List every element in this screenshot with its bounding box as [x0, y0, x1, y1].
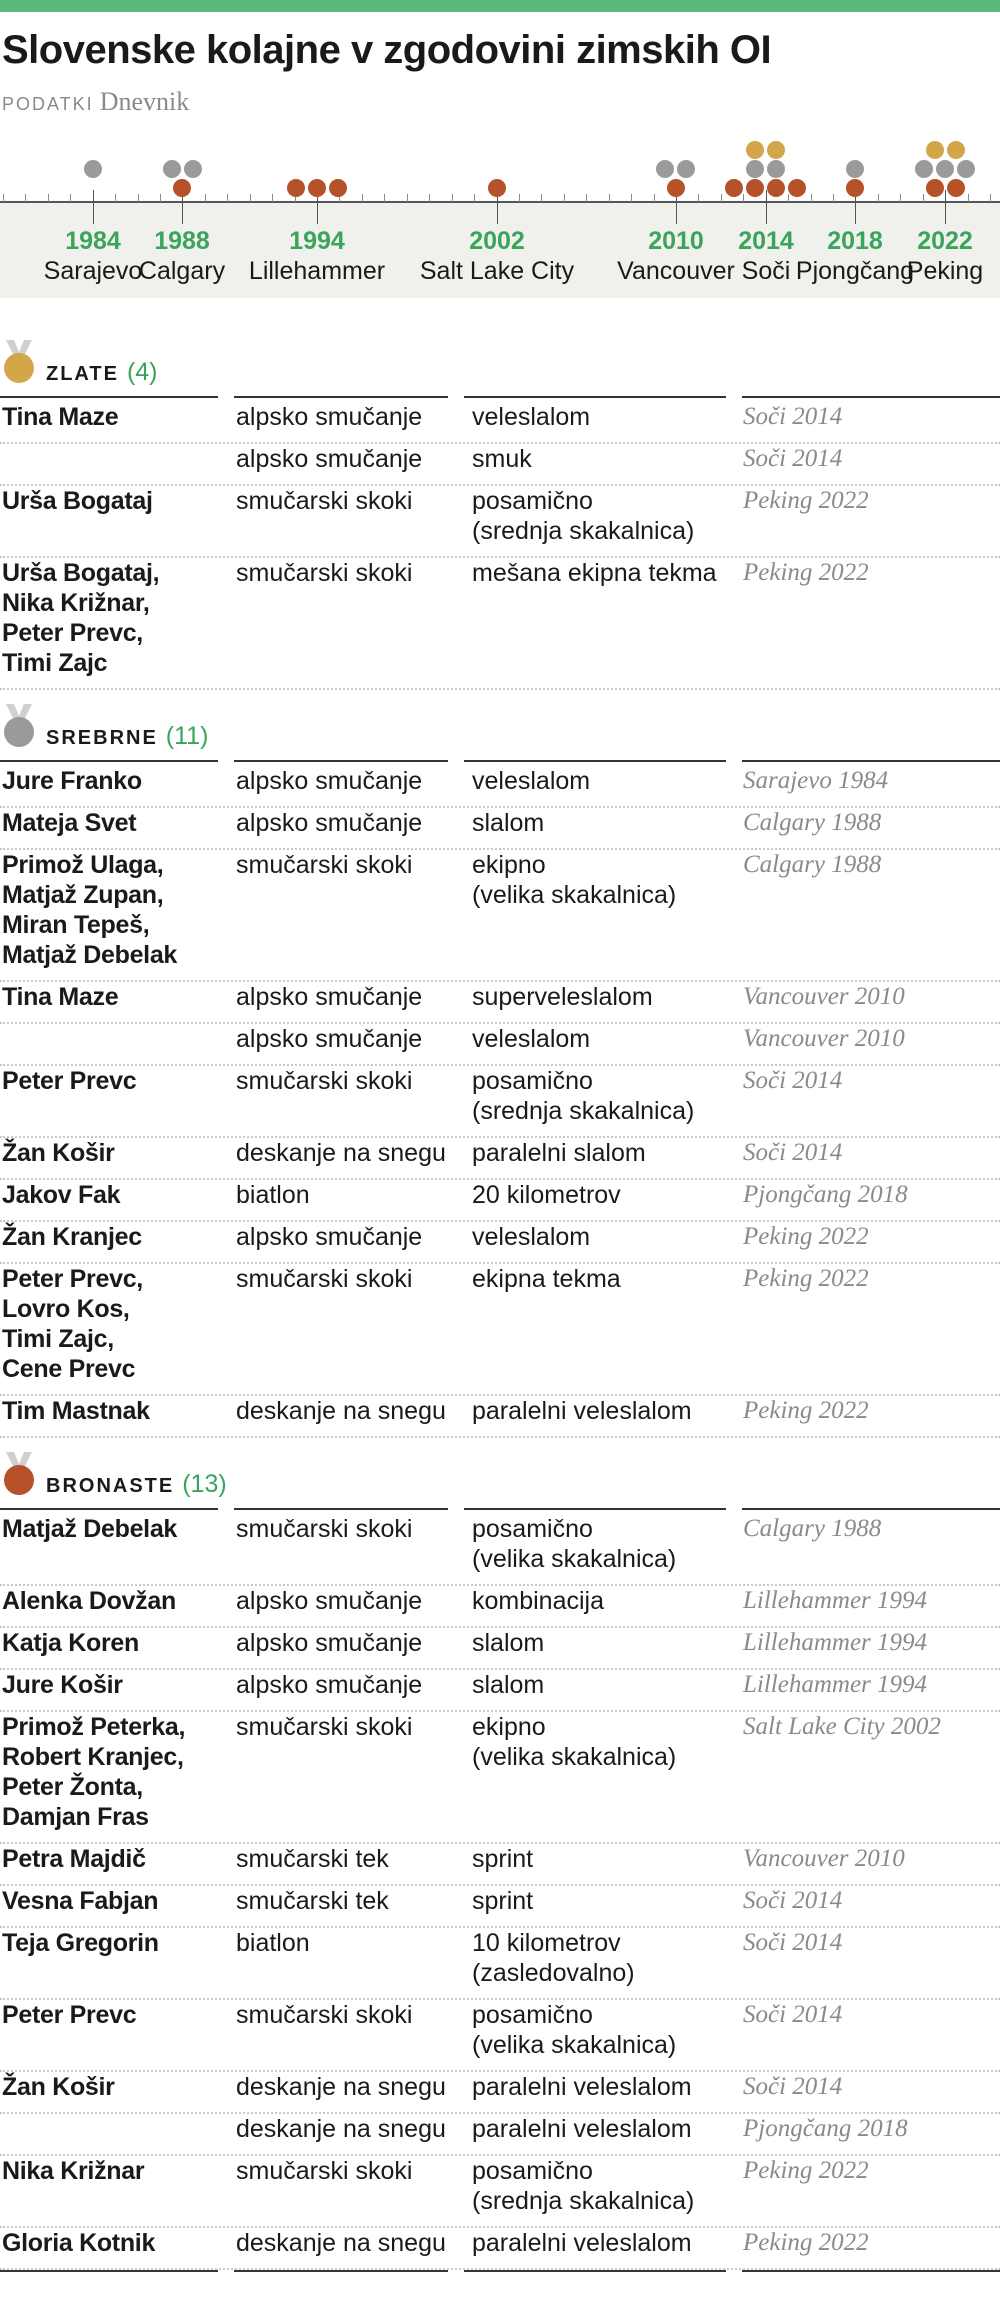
section-column-rules [0, 760, 1000, 762]
sport: alpsko smučanje [236, 403, 423, 431]
medal-row [0, 1844, 1000, 1886]
medal-row [0, 2228, 1000, 2270]
sport: deskanje na snegu [236, 2073, 446, 2101]
medal-row [0, 444, 1000, 486]
sport: smučarski tek [236, 1845, 389, 1873]
sport: alpsko smučanje [236, 1587, 423, 1615]
event: ekipno (velika skakalnica) [472, 851, 677, 909]
medal-timeline [0, 130, 1000, 298]
timeline-minor-tick [586, 194, 587, 202]
games: Lillehammer 1994 [743, 1671, 928, 1698]
event: slalom [472, 809, 545, 837]
athlete-name: Katja Koren [2, 1629, 140, 1657]
athlete-name: Peter Prevc [2, 2001, 137, 2029]
timeline-minor-tick [272, 194, 273, 202]
sport: alpsko smučanje [236, 983, 423, 1011]
section-count: (13) [182, 1470, 227, 1498]
table-end-rule [234, 2270, 448, 2272]
timeline-bronze-medal-dot [173, 179, 191, 197]
timeline-bronze-medal-dot [767, 179, 785, 197]
timeline-year-label: 1984 [65, 227, 121, 255]
event: paralelni veleslalom [472, 2115, 692, 2143]
timeline-major-tick [945, 190, 946, 224]
timeline-gold-medal-dot [926, 141, 944, 159]
medal-row [0, 1586, 1000, 1628]
medal-row [0, 1138, 1000, 1180]
timeline-bronze-medal-dot [488, 179, 506, 197]
medal-row [0, 1514, 1000, 1586]
timeline-bronze-medal-dot [308, 179, 326, 197]
games: Peking 2022 [743, 559, 869, 586]
event: ekipna tekma [472, 1265, 621, 1293]
games: Peking 2022 [743, 1265, 869, 1292]
athlete-name: Jakov Fak [2, 1181, 121, 1209]
timeline-silver-medal-dot [915, 160, 933, 178]
timeline-minor-tick [25, 194, 26, 202]
timeline-bronze-medal-dot [846, 179, 864, 197]
timeline-minor-tick [654, 194, 655, 202]
event: veleslalom [472, 403, 591, 431]
sport: alpsko smučanje [236, 1025, 423, 1053]
timeline-city-label: Soči [741, 257, 791, 285]
table-end-rule [742, 2270, 1000, 2272]
games: Soči 2014 [743, 2073, 843, 2100]
row-separator [0, 1436, 1000, 1438]
timeline-minor-tick [923, 194, 924, 202]
event: posamično (srednja skakalnica) [472, 2157, 695, 2215]
section-header-gold [0, 340, 1000, 390]
games: Salt Lake City 2002 [743, 1713, 941, 1740]
timeline-minor-tick [631, 194, 632, 202]
timeline-silver-medal-dot [746, 160, 764, 178]
medal-row [0, 766, 1000, 808]
games: Calgary 1988 [743, 851, 882, 878]
medal-row [0, 982, 1000, 1024]
sport: alpsko smučanje [236, 1671, 423, 1699]
games: Soči 2014 [743, 1887, 843, 1914]
medal-row [0, 850, 1000, 982]
section-header-bronze [0, 1452, 1000, 1502]
medal-row [0, 402, 1000, 444]
timeline-city-label: Peking [906, 257, 984, 285]
timeline-minor-tick [811, 194, 812, 202]
sport: alpsko smučanje [236, 809, 423, 837]
medal-row [0, 1928, 1000, 2000]
sport: smučarski skoki [236, 2157, 413, 2185]
games: Peking 2022 [743, 487, 869, 514]
timeline-minor-tick [788, 194, 789, 202]
event: 20 kilometrov [472, 1181, 621, 1209]
games: Soči 2014 [743, 2001, 843, 2028]
table-end-rule [0, 2270, 218, 2272]
timeline-minor-tick [48, 194, 49, 202]
games: Vancouver 2010 [743, 983, 905, 1010]
event: kombinacija [472, 1587, 605, 1615]
timeline-year-label: 1994 [289, 227, 345, 255]
timeline-silver-medal-dot [84, 160, 102, 178]
section-title-text: SREBRNE [46, 727, 158, 749]
sport: smučarski skoki [236, 1265, 413, 1293]
section-title [46, 358, 158, 387]
timeline-minor-tick [721, 194, 722, 202]
medal-row [0, 1886, 1000, 1928]
medal-row [0, 1024, 1000, 1066]
event: paralelni veleslalom [472, 1397, 692, 1425]
page-title: Slovenske kolajne v zgodovini zimskih OI [2, 28, 772, 72]
event: mešana ekipna tekma [472, 559, 717, 587]
athlete-name: Žan Košir [2, 1139, 115, 1167]
sport: smučarski skoki [236, 1713, 413, 1741]
timeline-silver-medal-dot [846, 160, 864, 178]
timeline-year-label: 2022 [917, 227, 973, 255]
athlete-name: Peter Prevc, Lovro Kos, Timi Zajc, Cene Prevc [2, 1265, 143, 1383]
athlete-name: Jure Franko [2, 767, 142, 795]
medal-row [0, 1670, 1000, 1712]
timeline-minor-tick [227, 194, 228, 202]
athlete-name: Mateja Svet [2, 809, 137, 837]
games: Lillehammer 1994 [743, 1629, 928, 1656]
timeline-minor-tick [138, 194, 139, 202]
timeline-bronze-medal-dot [947, 179, 965, 197]
event: slalom [472, 1671, 545, 1699]
timeline-year-label: 1988 [154, 227, 210, 255]
timeline-year-label: 2018 [827, 227, 883, 255]
games: Peking 2022 [743, 2157, 869, 2184]
sport: deskanje na snegu [236, 1397, 446, 1425]
athlete-name: Teja Gregorin [2, 1929, 159, 1957]
athlete-name: Žan Kranjec [2, 1223, 142, 1251]
event: veleslalom [472, 767, 591, 795]
event: ekipno (velika skakalnica) [472, 1713, 677, 1771]
silver-medal-icon [2, 704, 36, 748]
timeline-city-label: Sarajevo [43, 257, 143, 285]
bronze-medal-icon [2, 1452, 36, 1496]
section-title [46, 722, 208, 751]
sport: smučarski skoki [236, 559, 413, 587]
medal-row [0, 1180, 1000, 1222]
timeline-city-label: Pjongčang [795, 257, 915, 285]
timeline-minor-tick [205, 194, 206, 202]
source-label: PODATKI [2, 94, 94, 114]
event: smuk [472, 445, 532, 473]
medal-row [0, 2000, 1000, 2072]
athlete-name: Primož Ulaga, Matjaž Zupan, Miran Tepeš, Matjaž Debelak [2, 851, 178, 969]
timeline-minor-tick [990, 194, 991, 202]
event: posamično (velika skakalnica) [472, 1515, 677, 1573]
timeline-minor-tick [407, 194, 408, 202]
timeline-minor-tick [878, 194, 879, 202]
athlete-name: Urša Bogataj [2, 487, 153, 515]
timeline-major-tick [93, 190, 94, 224]
timeline-city-label: Salt Lake City [419, 257, 575, 285]
games: Vancouver 2010 [743, 1025, 905, 1052]
sport: smučarski skoki [236, 2001, 413, 2029]
event: paralelni veleslalom [472, 2073, 692, 2101]
event: sprint [472, 1887, 534, 1915]
timeline-minor-tick [70, 194, 71, 202]
games: Soči 2014 [743, 1139, 843, 1166]
athlete-name: Petra Majdič [2, 1845, 146, 1873]
section-header-silver [0, 704, 1000, 754]
timeline-gold-medal-dot [947, 141, 965, 159]
event: posamično (velika skakalnica) [472, 2001, 677, 2059]
section-title-text: ZLATE [46, 363, 119, 385]
games: Peking 2022 [743, 1223, 869, 1250]
timeline-silver-medal-dot [936, 160, 954, 178]
medal-row [0, 1628, 1000, 1670]
games: Lillehammer 1994 [743, 1587, 928, 1614]
timeline-city-label: Lillehammer [248, 257, 386, 285]
timeline-minor-tick [609, 194, 610, 202]
event: paralelni slalom [472, 1139, 646, 1167]
sport: biatlon [236, 1181, 310, 1209]
sport: smučarski skoki [236, 1515, 413, 1543]
athlete-name: Tina Maze [2, 983, 119, 1011]
section-title [46, 1470, 227, 1499]
section-column-rules [0, 396, 1000, 398]
timeline-minor-tick [429, 194, 430, 202]
athlete-name: Nika Križnar [2, 2157, 145, 2185]
timeline-year-label: 2014 [738, 227, 794, 255]
timeline-minor-tick [474, 194, 475, 202]
timeline-minor-tick [900, 194, 901, 202]
timeline-bronze-medal-dot [725, 179, 743, 197]
medal-row [0, 1222, 1000, 1264]
timeline-minor-tick [698, 194, 699, 202]
section-count: (4) [126, 358, 158, 386]
timeline-bronze-medal-dot [926, 179, 944, 197]
athlete-name: Primož Peterka, Robert Kranjec, Peter Žonta, Damjan Fras [2, 1713, 186, 1831]
games: Soči 2014 [743, 1929, 843, 1956]
timeline-minor-tick [833, 194, 834, 202]
games: Pjongčang 2018 [743, 1181, 908, 1208]
timeline-gold-medal-dot [746, 141, 764, 159]
games: Pjongčang 2018 [743, 2115, 908, 2142]
games: Vancouver 2010 [743, 1845, 905, 1872]
timeline-city-label: Calgary [138, 257, 226, 285]
timeline-bronze-medal-dot [329, 179, 347, 197]
games: Peking 2022 [743, 1397, 869, 1424]
timeline-bronze-medal-dot [667, 179, 685, 197]
timeline-gold-medal-dot [767, 141, 785, 159]
table-end-rule [464, 2270, 726, 2272]
event: superveleslalom [472, 983, 653, 1011]
event: slalom [472, 1629, 545, 1657]
games: Calgary 1988 [743, 809, 882, 836]
games: Soči 2014 [743, 1067, 843, 1094]
timeline-axis [0, 201, 1000, 203]
timeline-silver-medal-dot [767, 160, 785, 178]
sport: smučarski skoki [236, 487, 413, 515]
timeline-silver-medal-dot [184, 160, 202, 178]
athlete-name: Urša Bogataj, Nika Križnar, Peter Prevc, Timi Zajc [2, 559, 160, 677]
timeline-city-label: Vancouver [617, 257, 735, 285]
athlete-name: Gloria Kotnik [2, 2229, 156, 2257]
timeline-major-tick [766, 190, 767, 224]
medal-row [0, 808, 1000, 850]
games: Sarajevo 1984 [743, 767, 889, 794]
timeline-bronze-medal-dot [788, 179, 806, 197]
timeline-minor-tick [384, 194, 385, 202]
timeline-bronze-medal-dot [746, 179, 764, 197]
timeline-silver-medal-dot [677, 160, 695, 178]
sport: smučarski tek [236, 1887, 389, 1915]
games: Peking 2022 [743, 2229, 869, 2256]
sport: alpsko smučanje [236, 445, 423, 473]
sport: smučarski skoki [236, 1067, 413, 1095]
sport: smučarski skoki [236, 851, 413, 879]
medal-row [0, 558, 1000, 690]
timeline-year-label: 2002 [469, 227, 525, 255]
gold-medal-icon [2, 340, 36, 384]
sport: deskanje na snegu [236, 2229, 446, 2257]
medal-row [0, 486, 1000, 558]
medal-row [0, 1396, 1000, 1438]
timeline-minor-tick [519, 194, 520, 202]
section-count: (11) [165, 722, 209, 750]
athlete-name: Jure Košir [2, 1671, 123, 1699]
event: paralelni veleslalom [472, 2229, 692, 2257]
medal-row [0, 2156, 1000, 2228]
sport: biatlon [236, 1929, 310, 1957]
athlete-name: Peter Prevc [2, 1067, 137, 1095]
athlete-name: Tim Mastnak [2, 1397, 150, 1425]
top-accent-bar [0, 0, 1000, 12]
event: sprint [472, 1845, 534, 1873]
games: Soči 2014 [743, 403, 843, 430]
section-title-text: BRONASTE [46, 1475, 175, 1497]
timeline-minor-tick [362, 194, 363, 202]
event: 10 kilometrov (zasledovalno) [472, 1929, 635, 1987]
event: posamično (srednja skakalnica) [472, 487, 695, 545]
timeline-silver-medal-dot [656, 160, 674, 178]
timeline-minor-tick [3, 194, 4, 202]
athlete-name: Žan Košir [2, 2073, 115, 2101]
sport: alpsko smučanje [236, 1629, 423, 1657]
medal-row [0, 2114, 1000, 2156]
games: Calgary 1988 [743, 1515, 882, 1542]
games: Soči 2014 [743, 445, 843, 472]
timeline-minor-tick [743, 194, 744, 202]
timeline-minor-tick [452, 194, 453, 202]
medal-row [0, 2072, 1000, 2114]
athlete-name: Tina Maze [2, 403, 119, 431]
source-value: Dnevnik [99, 87, 190, 116]
timeline-minor-tick [541, 194, 542, 202]
timeline-minor-tick [115, 194, 116, 202]
timeline-minor-tick [968, 194, 969, 202]
event: posamično (srednja skakalnica) [472, 1067, 695, 1125]
timeline-minor-tick [250, 194, 251, 202]
athlete-name: Alenka Dovžan [2, 1587, 176, 1615]
timeline-silver-medal-dot [163, 160, 181, 178]
source-line [2, 86, 189, 117]
section-column-rules [0, 1508, 1000, 1510]
event: veleslalom [472, 1025, 591, 1053]
athlete-name: Vesna Fabjan [2, 1887, 159, 1915]
medal-row [0, 1264, 1000, 1396]
athlete-name: Matjaž Debelak [2, 1515, 178, 1543]
sport: alpsko smučanje [236, 767, 423, 795]
sport: alpsko smučanje [236, 1223, 423, 1251]
event: veleslalom [472, 1223, 591, 1251]
timeline-year-label: 2010 [648, 227, 704, 255]
timeline-minor-tick [160, 194, 161, 202]
sport: deskanje na snegu [236, 1139, 446, 1167]
timeline-silver-medal-dot [957, 160, 975, 178]
row-separator [0, 688, 1000, 690]
timeline-minor-tick [564, 194, 565, 202]
medal-row [0, 1712, 1000, 1844]
sport: deskanje na snegu [236, 2115, 446, 2143]
timeline-bronze-medal-dot [287, 179, 305, 197]
medal-row [0, 1066, 1000, 1138]
